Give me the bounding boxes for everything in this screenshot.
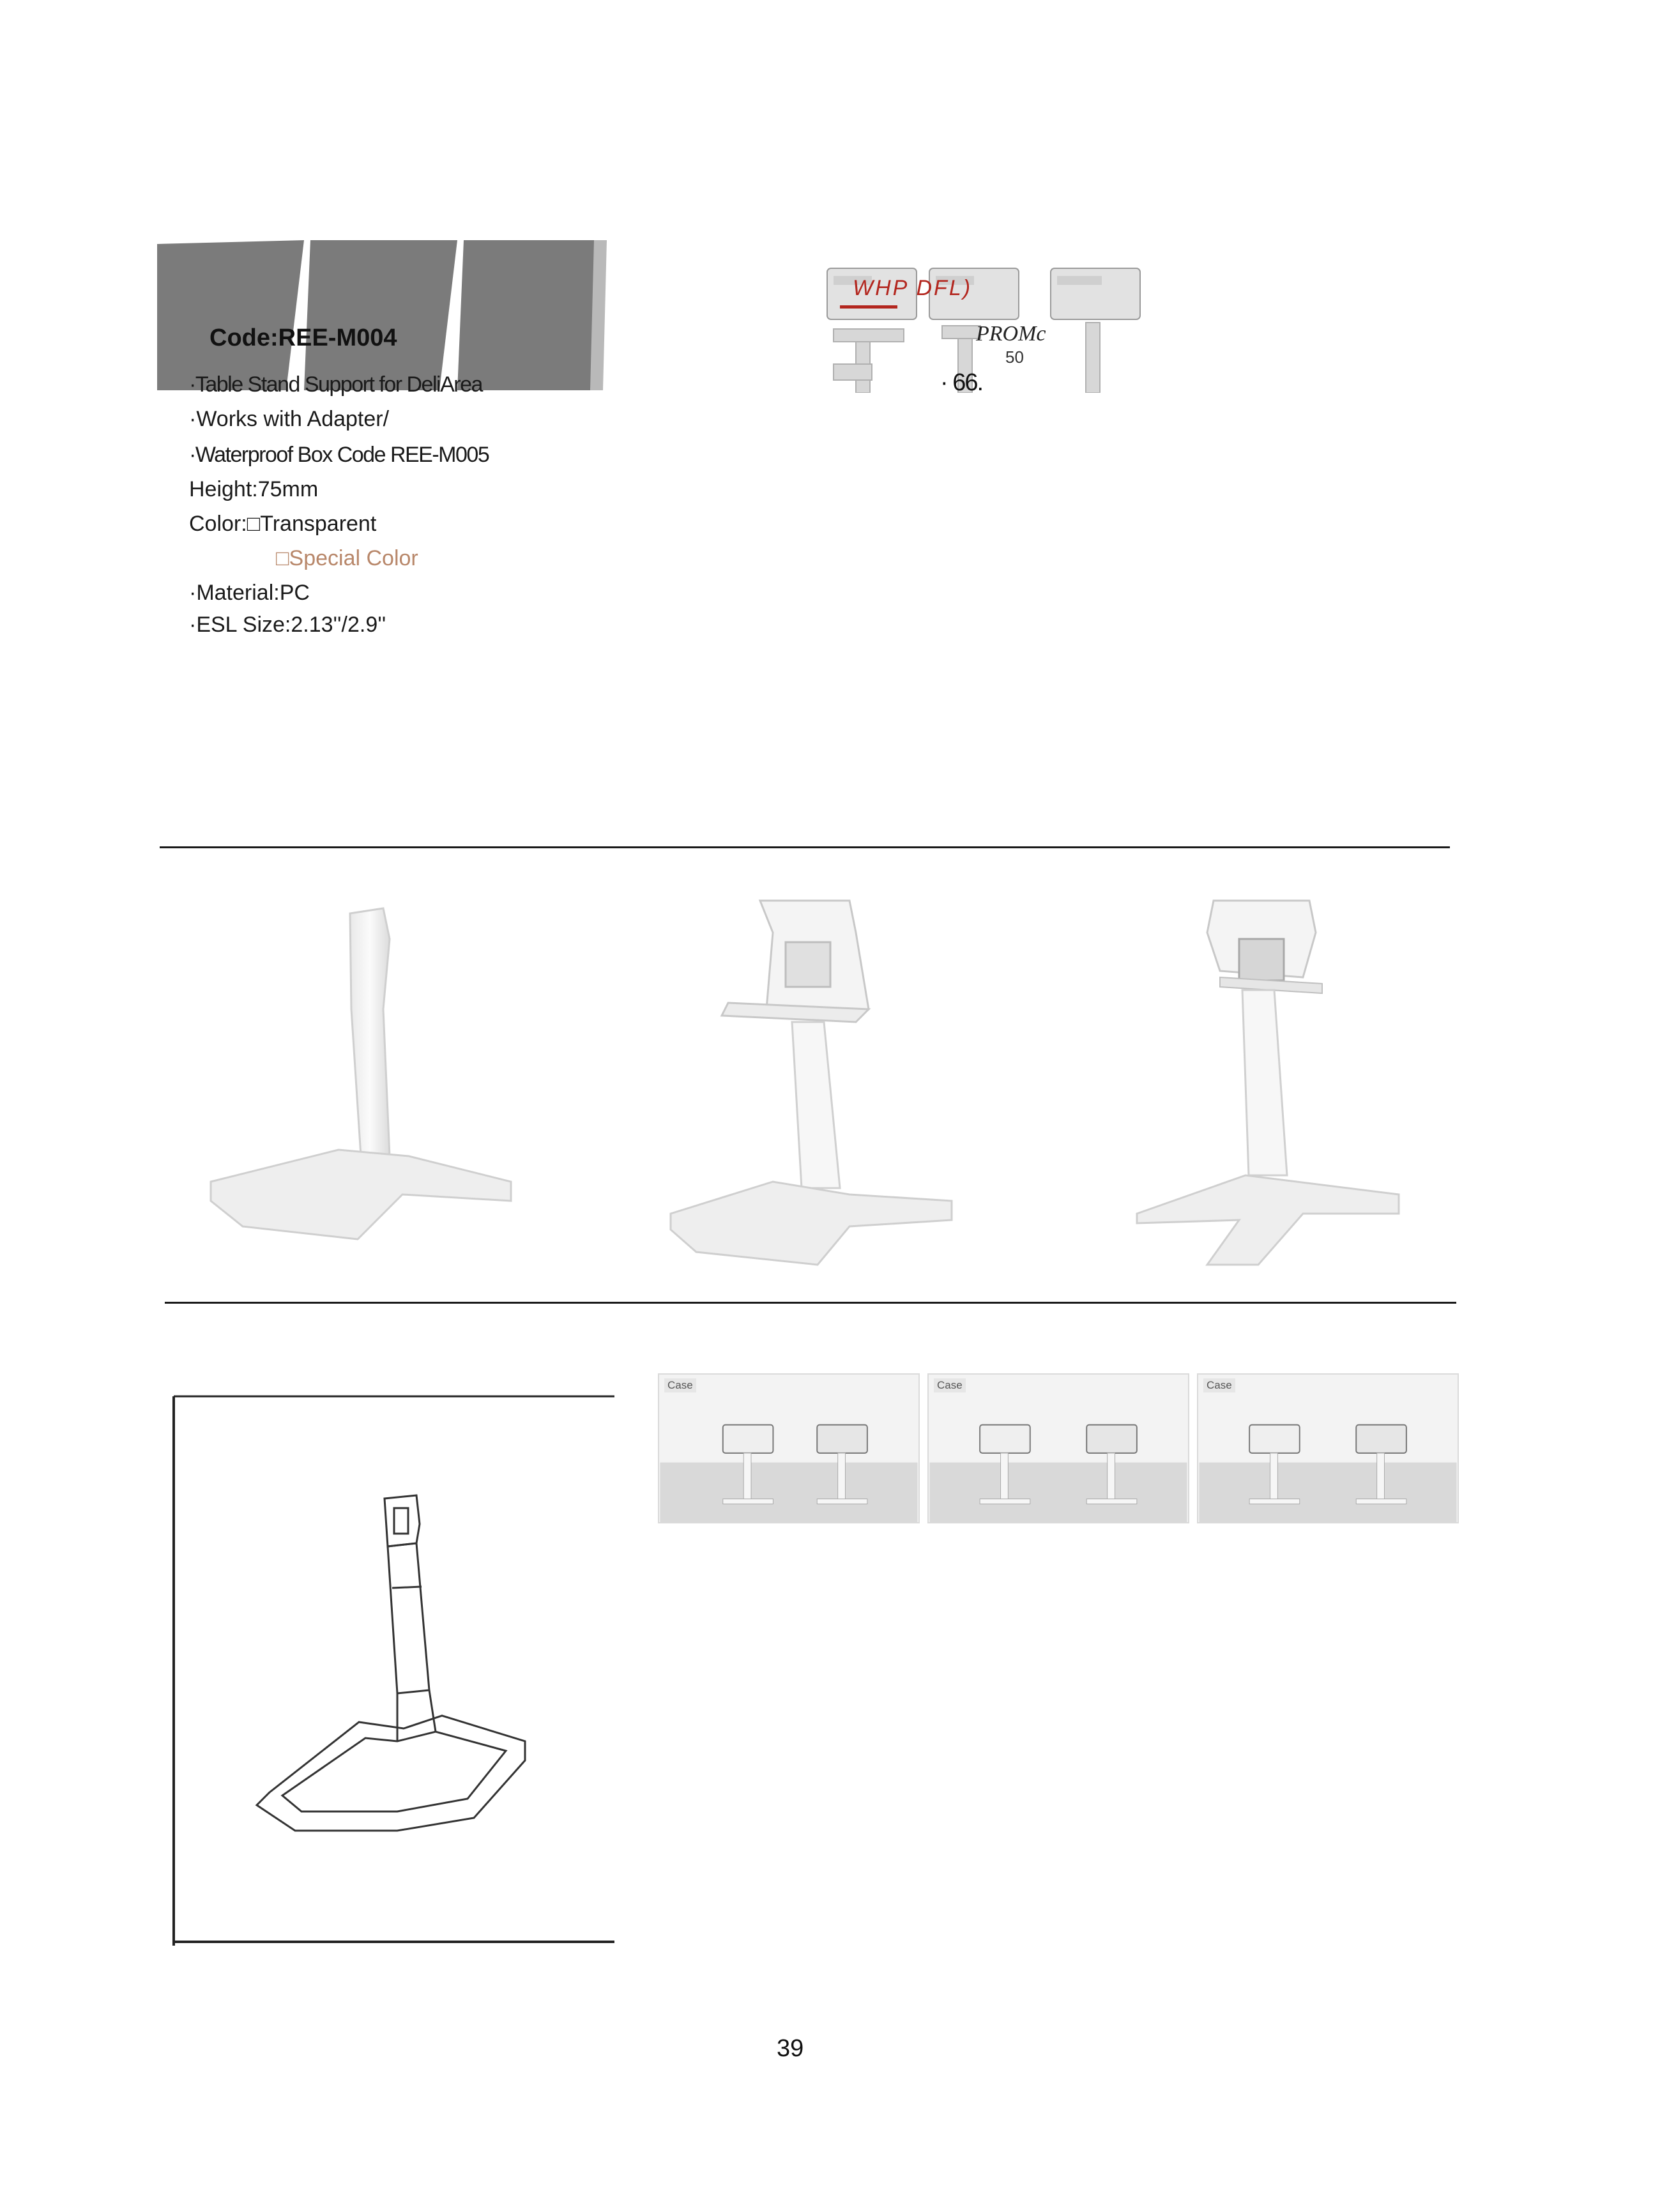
- stand-photo-with-holder: [658, 881, 1054, 1278]
- case-image-1: [658, 1373, 920, 1523]
- case-label: Case: [664, 1378, 696, 1392]
- promo-red-text: WHP DFL): [853, 276, 973, 300]
- case-label: Case: [934, 1378, 966, 1392]
- spec-line-esl-size: ·ESL Size:2.13''/2.9'': [189, 613, 386, 637]
- stand-photo-front: [192, 881, 588, 1278]
- spec-line-color: Color:□Transparent: [189, 512, 377, 536]
- page-number: 39: [777, 2035, 804, 2062]
- spec-line-material: ·Material:PC: [189, 581, 310, 605]
- spec-line-height: Height:75mm: [189, 477, 319, 501]
- spec-line-adapter: ·Works with Adapter/: [189, 407, 390, 431]
- promo-sub-text: 50: [1005, 347, 1024, 367]
- product-code: Code:REE-M004: [209, 324, 397, 351]
- spec-line-special-color: □Special Color: [276, 546, 418, 570]
- stand-photo-side: [1111, 881, 1507, 1278]
- promo-name-text: PROMc: [976, 322, 1046, 346]
- spec-line-box-code: ·Waterproof Box Code REE-M005: [189, 443, 489, 467]
- stand-line-drawing: [167, 1384, 614, 1946]
- case-image-3: [1197, 1373, 1459, 1523]
- divider-top: [160, 846, 1450, 848]
- divider-middle: [165, 1302, 1456, 1304]
- case-label: Case: [1203, 1378, 1235, 1392]
- header-banner-tiles: [153, 240, 607, 390]
- case-image-2: [927, 1373, 1189, 1523]
- spec-line-usage: ·Table Stand Support for DeliArea: [189, 372, 482, 397]
- promo-price-text: · 66.: [940, 369, 983, 396]
